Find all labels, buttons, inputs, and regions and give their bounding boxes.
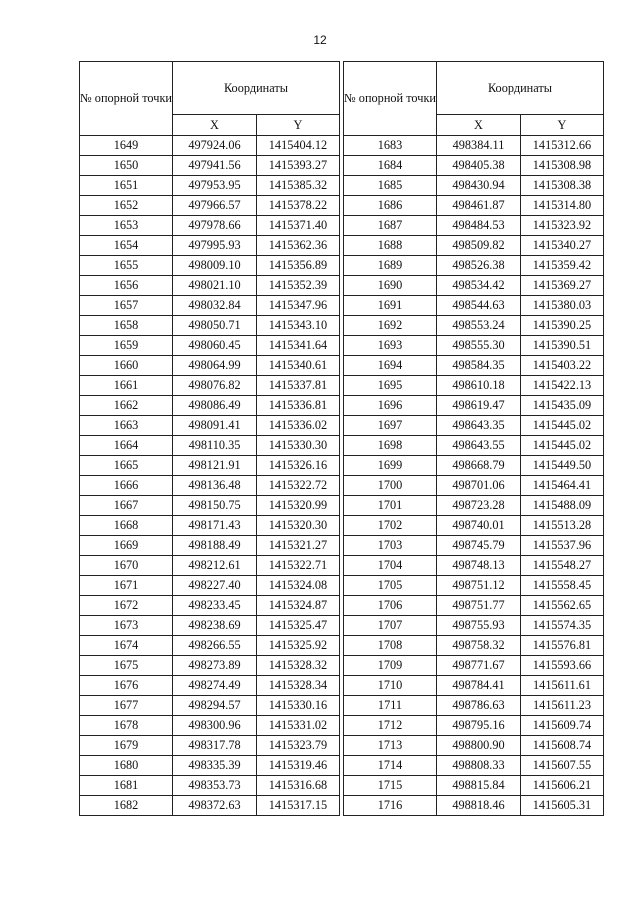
y-coordinate-cell: 1415330.30 (257, 436, 340, 456)
x-coordinate-cell: 498273.89 (173, 656, 257, 676)
table-row (344, 336, 604, 356)
y-coordinate-cell: 1415314.80 (521, 196, 604, 216)
y-coordinate-cell: 1415308.38 (521, 176, 604, 196)
x-coordinate-cell: 498610.18 (437, 376, 521, 396)
point-number-cell: 1714 (344, 756, 437, 776)
point-number-cell: 1698 (344, 436, 437, 456)
y-coordinate-cell: 1415403.22 (521, 356, 604, 376)
point-number-cell: 1657 (80, 296, 173, 316)
table-row (80, 456, 340, 476)
point-number-cell: 1706 (344, 596, 437, 616)
x-coordinate-cell: 498317.78 (173, 736, 257, 756)
y-coordinate-cell: 1415317.15 (257, 796, 340, 816)
x-coordinate-cell: 498430.94 (437, 176, 521, 196)
table-row (80, 376, 340, 396)
x-coordinate-cell: 498405.38 (437, 156, 521, 176)
table-row (344, 576, 604, 596)
y-coordinate-cell: 1415324.08 (257, 576, 340, 596)
table-row (80, 196, 340, 216)
table-row (80, 776, 340, 796)
point-number-cell: 1689 (344, 256, 437, 276)
point-number-cell: 1700 (344, 476, 437, 496)
point-number-cell: 1652 (80, 196, 173, 216)
point-number-cell: 1677 (80, 696, 173, 716)
x-coordinate-cell: 498136.48 (173, 476, 257, 496)
y-coordinate-cell: 1415422.13 (521, 376, 604, 396)
x-coordinate-cell: 498233.45 (173, 596, 257, 616)
x-coordinate-cell: 498808.33 (437, 756, 521, 776)
table-row (80, 156, 340, 176)
table-row (344, 136, 604, 156)
point-number-cell: 1707 (344, 616, 437, 636)
x-coordinate-cell: 497978.66 (173, 216, 257, 236)
point-number-cell: 1684 (344, 156, 437, 176)
point-number-cell: 1695 (344, 376, 437, 396)
point-number-cell: 1678 (80, 716, 173, 736)
x-coordinate-cell: 498723.28 (437, 496, 521, 516)
point-number-cell: 1703 (344, 536, 437, 556)
table-row (80, 416, 340, 436)
y-coordinate-cell: 1415537.96 (521, 536, 604, 556)
x-coordinate-cell: 498751.12 (437, 576, 521, 596)
point-number-cell: 1711 (344, 696, 437, 716)
y-coordinate-cell: 1415352.39 (257, 276, 340, 296)
table-row (344, 776, 604, 796)
table-row (80, 356, 340, 376)
table-row (80, 716, 340, 736)
point-number-cell: 1662 (80, 396, 173, 416)
table-row (80, 496, 340, 516)
x-coordinate-cell: 498786.63 (437, 696, 521, 716)
table-row (344, 436, 604, 456)
x-coordinate-cell: 498534.42 (437, 276, 521, 296)
y-coordinate-cell: 1415371.40 (257, 216, 340, 236)
y-coordinate-cell: 1415404.12 (257, 136, 340, 156)
x-coordinate-cell: 498526.38 (437, 256, 521, 276)
header-coordinates: Координаты (173, 62, 340, 115)
y-coordinate-cell: 1415322.71 (257, 556, 340, 576)
point-number-cell: 1649 (80, 136, 173, 156)
x-coordinate-cell: 498740.01 (437, 516, 521, 536)
table-row (344, 176, 604, 196)
header-point-number: № опорной точки (80, 62, 173, 136)
y-coordinate-cell: 1415312.66 (521, 136, 604, 156)
x-coordinate-cell: 498086.49 (173, 396, 257, 416)
y-coordinate-cell: 1415385.32 (257, 176, 340, 196)
x-coordinate-cell: 498188.49 (173, 536, 257, 556)
table-row (344, 216, 604, 236)
table-row (344, 616, 604, 636)
x-coordinate-cell: 498110.35 (173, 436, 257, 456)
table-row (344, 596, 604, 616)
y-coordinate-cell: 1415328.32 (257, 656, 340, 676)
point-number-cell: 1656 (80, 276, 173, 296)
point-number-cell: 1687 (344, 216, 437, 236)
x-coordinate-cell: 497953.95 (173, 176, 257, 196)
point-number-cell: 1660 (80, 356, 173, 376)
point-number-cell: 1661 (80, 376, 173, 396)
point-number-cell: 1665 (80, 456, 173, 476)
x-coordinate-cell: 498294.57 (173, 696, 257, 716)
table-row (344, 296, 604, 316)
point-number-cell: 1664 (80, 436, 173, 456)
x-coordinate-cell: 498076.82 (173, 376, 257, 396)
y-coordinate-cell: 1415337.81 (257, 376, 340, 396)
y-coordinate-cell: 1415562.65 (521, 596, 604, 616)
header-x: X (173, 115, 257, 136)
point-number-cell: 1688 (344, 236, 437, 256)
y-coordinate-cell: 1415513.28 (521, 516, 604, 536)
x-coordinate-cell: 497966.57 (173, 196, 257, 216)
y-coordinate-cell: 1415340.27 (521, 236, 604, 256)
coordinates-table-left (79, 61, 340, 816)
point-number-cell: 1709 (344, 656, 437, 676)
point-number-cell: 1658 (80, 316, 173, 336)
point-number-cell: 1701 (344, 496, 437, 516)
x-coordinate-cell: 498032.84 (173, 296, 257, 316)
table-row (344, 716, 604, 736)
table-row (344, 456, 604, 476)
x-coordinate-cell: 498553.24 (437, 316, 521, 336)
x-coordinate-cell: 498353.73 (173, 776, 257, 796)
point-number-cell: 1699 (344, 456, 437, 476)
y-coordinate-cell: 1415325.92 (257, 636, 340, 656)
x-coordinate-cell: 498009.10 (173, 256, 257, 276)
x-coordinate-cell: 498745.79 (437, 536, 521, 556)
table-row (344, 756, 604, 776)
table-row (80, 296, 340, 316)
x-coordinate-cell: 498815.84 (437, 776, 521, 796)
y-coordinate-cell: 1415321.27 (257, 536, 340, 556)
table-row (80, 736, 340, 756)
y-coordinate-cell: 1415609.74 (521, 716, 604, 736)
table-row (80, 336, 340, 356)
y-coordinate-cell: 1415356.89 (257, 256, 340, 276)
x-coordinate-cell: 498668.79 (437, 456, 521, 476)
x-coordinate-cell: 498021.10 (173, 276, 257, 296)
point-number-cell: 1692 (344, 316, 437, 336)
y-coordinate-cell: 1415324.87 (257, 596, 340, 616)
y-coordinate-cell: 1415331.02 (257, 716, 340, 736)
table-body (80, 136, 340, 816)
table-row (80, 276, 340, 296)
y-coordinate-cell: 1415464.41 (521, 476, 604, 496)
point-number-cell: 1679 (80, 736, 173, 756)
point-number-cell: 1690 (344, 276, 437, 296)
x-coordinate-cell: 498818.46 (437, 796, 521, 816)
point-number-cell: 1712 (344, 716, 437, 736)
x-coordinate-cell: 498584.35 (437, 356, 521, 376)
x-coordinate-cell: 498274.49 (173, 676, 257, 696)
x-coordinate-cell: 498758.32 (437, 636, 521, 656)
table-row (344, 696, 604, 716)
x-coordinate-cell: 498800.90 (437, 736, 521, 756)
x-coordinate-cell: 498509.82 (437, 236, 521, 256)
point-number-cell: 1691 (344, 296, 437, 316)
y-coordinate-cell: 1415611.23 (521, 696, 604, 716)
table-row (80, 436, 340, 456)
y-coordinate-cell: 1415558.45 (521, 576, 604, 596)
y-coordinate-cell: 1415326.16 (257, 456, 340, 476)
y-coordinate-cell: 1415608.74 (521, 736, 604, 756)
y-coordinate-cell: 1415548.27 (521, 556, 604, 576)
point-number-cell: 1653 (80, 216, 173, 236)
point-number-cell: 1670 (80, 556, 173, 576)
y-coordinate-cell: 1415319.46 (257, 756, 340, 776)
table-row (80, 316, 340, 336)
table-row (344, 416, 604, 436)
table-row (80, 236, 340, 256)
y-coordinate-cell: 1415340.61 (257, 356, 340, 376)
point-number-cell: 1676 (80, 676, 173, 696)
y-coordinate-cell: 1415606.21 (521, 776, 604, 796)
table-row (80, 256, 340, 276)
table-row (344, 516, 604, 536)
point-number-cell: 1671 (80, 576, 173, 596)
header-point-number: № опорной точки (344, 62, 437, 136)
point-number-cell: 1694 (344, 356, 437, 376)
table-row (344, 676, 604, 696)
point-number-cell: 1650 (80, 156, 173, 176)
y-coordinate-cell: 1415323.79 (257, 736, 340, 756)
y-coordinate-cell: 1415323.92 (521, 216, 604, 236)
point-number-cell: 1704 (344, 556, 437, 576)
x-coordinate-cell: 498771.67 (437, 656, 521, 676)
point-number-cell: 1673 (80, 616, 173, 636)
point-number-cell: 1710 (344, 676, 437, 696)
table-row (344, 376, 604, 396)
table-row (344, 556, 604, 576)
point-number-cell: 1675 (80, 656, 173, 676)
table-row (344, 796, 604, 816)
point-number-cell: 1669 (80, 536, 173, 556)
x-coordinate-cell: 498643.55 (437, 436, 521, 456)
y-coordinate-cell: 1415320.30 (257, 516, 340, 536)
x-coordinate-cell: 498335.39 (173, 756, 257, 776)
y-coordinate-cell: 1415336.02 (257, 416, 340, 436)
point-number-cell: 1716 (344, 796, 437, 816)
point-number-cell: 1683 (344, 136, 437, 156)
x-coordinate-cell: 498461.87 (437, 196, 521, 216)
point-number-cell: 1708 (344, 636, 437, 656)
x-coordinate-cell: 498751.77 (437, 596, 521, 616)
table-row (80, 216, 340, 236)
y-coordinate-cell: 1415445.02 (521, 416, 604, 436)
point-number-cell: 1651 (80, 176, 173, 196)
x-coordinate-cell: 498701.06 (437, 476, 521, 496)
y-coordinate-cell: 1415445.02 (521, 436, 604, 456)
x-coordinate-cell: 498755.93 (437, 616, 521, 636)
point-number-cell: 1667 (80, 496, 173, 516)
x-coordinate-cell: 498171.43 (173, 516, 257, 536)
table-row (80, 576, 340, 596)
x-coordinate-cell: 498748.13 (437, 556, 521, 576)
x-coordinate-cell: 497924.06 (173, 136, 257, 156)
table-row (344, 256, 604, 276)
x-coordinate-cell: 497941.56 (173, 156, 257, 176)
x-coordinate-cell: 498784.41 (437, 676, 521, 696)
point-number-cell: 1672 (80, 596, 173, 616)
x-coordinate-cell: 498643.35 (437, 416, 521, 436)
table-row (80, 636, 340, 656)
table-row (80, 476, 340, 496)
table-row (344, 316, 604, 336)
y-coordinate-cell: 1415611.61 (521, 676, 604, 696)
table-row (344, 656, 604, 676)
x-coordinate-cell: 498484.53 (437, 216, 521, 236)
x-coordinate-cell: 498121.91 (173, 456, 257, 476)
table-row (80, 756, 340, 776)
x-coordinate-cell: 498555.30 (437, 336, 521, 356)
y-coordinate-cell: 1415378.22 (257, 196, 340, 216)
table-row (344, 236, 604, 256)
y-coordinate-cell: 1415325.47 (257, 616, 340, 636)
y-coordinate-cell: 1415336.81 (257, 396, 340, 416)
y-coordinate-cell: 1415576.81 (521, 636, 604, 656)
x-coordinate-cell: 498212.61 (173, 556, 257, 576)
point-number-cell: 1674 (80, 636, 173, 656)
y-coordinate-cell: 1415369.27 (521, 276, 604, 296)
y-coordinate-cell: 1415330.16 (257, 696, 340, 716)
x-coordinate-cell: 498150.75 (173, 496, 257, 516)
x-coordinate-cell: 498795.16 (437, 716, 521, 736)
y-coordinate-cell: 1415322.72 (257, 476, 340, 496)
point-number-cell: 1693 (344, 336, 437, 356)
table-row (344, 396, 604, 416)
table-row (344, 356, 604, 376)
y-coordinate-cell: 1415347.96 (257, 296, 340, 316)
x-coordinate-cell: 497995.93 (173, 236, 257, 256)
point-number-cell: 1666 (80, 476, 173, 496)
table-row (80, 696, 340, 716)
header-coordinates: Координаты (437, 62, 604, 115)
x-coordinate-cell: 498091.41 (173, 416, 257, 436)
point-number-cell: 1705 (344, 576, 437, 596)
y-coordinate-cell: 1415316.68 (257, 776, 340, 796)
table-row (344, 276, 604, 296)
x-coordinate-cell: 498544.63 (437, 296, 521, 316)
y-coordinate-cell: 1415328.34 (257, 676, 340, 696)
point-number-cell: 1715 (344, 776, 437, 796)
y-coordinate-cell: 1415607.55 (521, 756, 604, 776)
x-coordinate-cell: 498619.47 (437, 396, 521, 416)
y-coordinate-cell: 1415449.50 (521, 456, 604, 476)
x-coordinate-cell: 498300.96 (173, 716, 257, 736)
y-coordinate-cell: 1415390.25 (521, 316, 604, 336)
point-number-cell: 1686 (344, 196, 437, 216)
table-row (80, 616, 340, 636)
y-coordinate-cell: 1415343.10 (257, 316, 340, 336)
y-coordinate-cell: 1415308.98 (521, 156, 604, 176)
x-coordinate-cell: 498060.45 (173, 336, 257, 356)
y-coordinate-cell: 1415362.36 (257, 236, 340, 256)
table-row (80, 136, 340, 156)
table-row (344, 156, 604, 176)
x-coordinate-cell: 498227.40 (173, 576, 257, 596)
point-number-cell: 1680 (80, 756, 173, 776)
x-coordinate-cell: 498384.11 (437, 136, 521, 156)
point-number-cell: 1696 (344, 396, 437, 416)
header-y: Y (257, 115, 340, 136)
y-coordinate-cell: 1415359.42 (521, 256, 604, 276)
y-coordinate-cell: 1415593.66 (521, 656, 604, 676)
point-number-cell: 1663 (80, 416, 173, 436)
point-number-cell: 1681 (80, 776, 173, 796)
y-coordinate-cell: 1415574.35 (521, 616, 604, 636)
x-coordinate-cell: 498266.55 (173, 636, 257, 656)
y-coordinate-cell: 1415393.27 (257, 156, 340, 176)
y-coordinate-cell: 1415320.99 (257, 496, 340, 516)
table-row (344, 496, 604, 516)
table-row (344, 196, 604, 216)
table-row (80, 536, 340, 556)
table-row (344, 476, 604, 496)
point-number-cell: 1659 (80, 336, 173, 356)
x-coordinate-cell: 498050.71 (173, 316, 257, 336)
header-y: Y (521, 115, 604, 136)
point-number-cell: 1713 (344, 736, 437, 756)
table-row (344, 536, 604, 556)
table-row (344, 736, 604, 756)
table-row (80, 656, 340, 676)
point-number-cell: 1685 (344, 176, 437, 196)
point-number-cell: 1654 (80, 236, 173, 256)
coordinates-table-right (343, 61, 604, 816)
table-row (80, 796, 340, 816)
point-number-cell: 1655 (80, 256, 173, 276)
y-coordinate-cell: 1415435.09 (521, 396, 604, 416)
x-coordinate-cell: 498064.99 (173, 356, 257, 376)
point-number-cell: 1702 (344, 516, 437, 536)
y-coordinate-cell: 1415605.31 (521, 796, 604, 816)
table-row (344, 636, 604, 656)
header-x: X (437, 115, 521, 136)
point-number-cell: 1697 (344, 416, 437, 436)
table-body (344, 136, 604, 816)
y-coordinate-cell: 1415341.64 (257, 336, 340, 356)
page-number: 12 (313, 33, 327, 47)
table-row (80, 396, 340, 416)
table-row (80, 556, 340, 576)
table-row (80, 676, 340, 696)
table-row (80, 596, 340, 616)
y-coordinate-cell: 1415488.09 (521, 496, 604, 516)
x-coordinate-cell: 498238.69 (173, 616, 257, 636)
table-row (80, 516, 340, 536)
y-coordinate-cell: 1415380.03 (521, 296, 604, 316)
x-coordinate-cell: 498372.63 (173, 796, 257, 816)
y-coordinate-cell: 1415390.51 (521, 336, 604, 356)
table-row (80, 176, 340, 196)
point-number-cell: 1682 (80, 796, 173, 816)
point-number-cell: 1668 (80, 516, 173, 536)
